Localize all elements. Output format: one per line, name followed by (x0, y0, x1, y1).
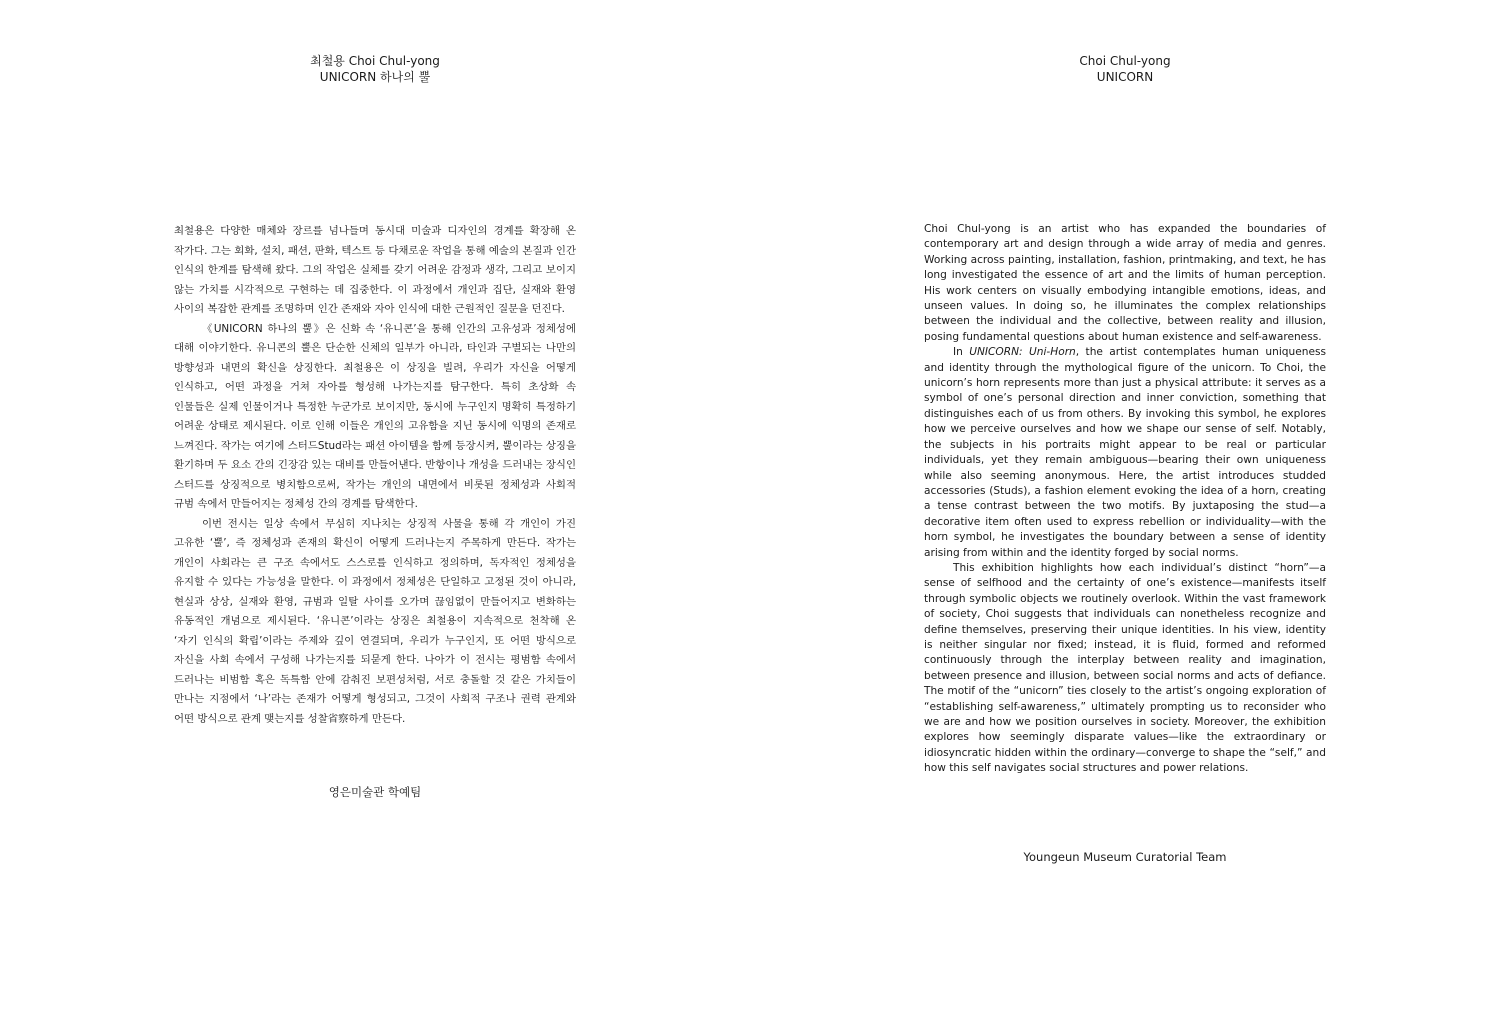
korean-essay-body (174, 222, 576, 729)
exhibition-title-korean: UNICORN 하나의 뿔 (319, 70, 431, 84)
artist-name-korean: 최철용 Choi Chul-yong (310, 54, 440, 68)
left-page-header (0, 53, 750, 85)
korean-paragraph-2: 《UNICORN 하나의 뿔》은 신화 속 ‘유니콘’을 통해 인간의 고유성과 정체성에 대해 이야기한다. 유니콘의 뿔은 단순한 신체의 일부가 아니라, 타인과 구별되는 나만의 방향성과 내면의 확신을 상징한다. 최철용은 이 상징을 빌려, 우리가 자신을 어떻게 인식하고, 어떤 과정을 거쳐 자아를 형성해 나가는지를 탐구한다. 특히 초상화 속 인물들은 실제 인물이거나 특정한 누군가로 보이지만, 동시에 누구인지 명확히 특정하기 어려운 상태로 제시된다. 이로 인해 이들은 개인의 고유함을 지닌 동시에 익명의 존재로 느껴진다. 작가는 여기에 스터드Stud라는 패션 아이템을 함께 등장시켜, 뿔이라는 상징을 환기하며 두 요소 간의 긴장감 있는 대비를 만들어낸다. 반항이나 개성을 드러내는 장식인 스터드를 상징적으로 병치함으로써, 작가는 개인의 내면에서 비롯된 정체성과 사회적 규범 속에서 만들어지는 정체성 간의 경계를 탐색한다. (174, 322, 576, 510)
right-page-english (750, 0, 1500, 1024)
exhibition-title-english: UNICORN (1096, 70, 1154, 84)
english-exhibition-title-italic: UNICORN: Uni-Horn (969, 346, 1076, 359)
english-signature: Youngeun Museum Curatorial Team (1023, 850, 1227, 864)
english-paragraph-2-rest: , the artist contemplates human uniqueness and identity through the mythological figure of the unicorn. To Choi, the unicorn’s horn represents more than just a physical attribute: it serves as a symbol of one’s personal direction and inner conviction, something that distinguishes each of us from others. By invoking this symbol, he explores how we perceive ourselves and how we shape our sense of self. Notably, the subjects in his portraits might appear to be real or particular individuals, yet they remain ambiguous—bearing their own uniqueness while also seeming anonymous. Here, the artist introduces studded accessories (Studs), a fashion element evoking the idea of a horn, creating a tense contrast between the two motifs. By juxtaposing the stud—a decorative item often used to express rebellion or individuality—with the horn symbol, he investigates the boundary between a sense of identity arising from within and the identity forged by social norms. (924, 346, 1327, 559)
english-paragraph-3: This exhibition highlights how each individual’s distinct “horn”—a sense of selfhood and the certainty of one’s existence—manifests itself through symbolic objects we routinely overlook. Within the vast framework of society, Choi suggests that individuals can nonetheless recognize and define themselves, preserving their unique identities. In his view, identity is neither singular nor fixed; instead, it is fluid, formed and reformed continuously through the interplay between reality and imagination, between presence and illusion, between social norms and acts of defiance. The motif of the “unicorn” ties closely to the artist’s ongoing exploration of “establishing self-awareness,” ultimately prompting us to reconsider who we are and how we position ourselves in society. Moreover, the exhibition explores how seemingly disparate values—like the extraordinary or idiosyncratic hidden within the ordinary—converge to shape the “self,” and how this self navigates social structures and power relations. (924, 561, 1326, 775)
english-essay-body (924, 222, 1326, 777)
right-page-header (750, 53, 1500, 85)
korean-signature: 영은미술관 학예팀 (328, 785, 422, 799)
english-paragraph-1: Choi Chul-yong is an artist who has expanded the boundaries of contemporary art and design through a wide array of media and genres. Working across painting, installation, fashion, printmaking, and text, he has long investigated the essence of art and the limits of human perception. His work centers on visually embodying intangible emotions, ideas, and unseen values. In doing so, he illuminates the complex relationships between the individual and the collective, between reality and illusion, posing fundamental questions about human existence and self-awareness. (924, 223, 1326, 343)
korean-paragraph-3: 이번 전시는 일상 속에서 무심히 지나치는 상징적 사물을 통해 각 개인이 가진 고유한 ‘뿔’, 즉 정체성과 존재의 확신이 어떻게 드러나는지 주목하게 만든다. 작가는 개인이 사회라는 큰 구조 속에서도 스스로를 인식하고 정의하며, 독자적인 정체성을 유지할 수 있다는 가능성을 말한다. 이 과정에서 정체성은 단일하고 고정된 것이 아니라, 현실과 상상, 실재와 환영, 규범과 일탈 사이를 오가며 끊임없이 만들어지고 변화하는 유동적인 개념으로 제시된다. ‘유니콘’이라는 상징은 최철용이 지속적으로 천착해 온 ‘자기 인식의 확립’이라는 주제와 깊이 연결되며, 우리가 누구인지, 또 어떤 방식으로 자신을 사회 속에서 구성해 나가는지를 되묻게 한다. 나아가 이 전시는 평범함 속에서 드러나는 비범함 혹은 독특함 안에 감춰진 보편성처럼, 서로 충돌할 것 같은 가치들이 만나는 지점에서 ‘나’라는 존재가 어떻게 형성되고, 그것이 사회적 구조나 권력 관계와 어떤 방식으로 관계 맺는지를 성찰省察하게 만든다. (174, 517, 576, 725)
artist-name-english: Choi Chul-yong (1079, 54, 1171, 68)
korean-paragraph-1: 최철용은 다양한 매체와 장르를 넘나들며 동시대 미술과 디자인의 경계를 확장해 온 작가다. 그는 회화, 설치, 패션, 판화, 텍스트 등 다채로운 작업을 통해 예술의 본질과 인간 인식의 한계를 탐색해 왔다. 그의 작업은 실체를 갖기 어려운 감정과 생각, 그리고 보이지 않는 가치를 시각적으로 구현하는 데 집중한다. 이 과정에서 개인과 집단, 실재와 환영 사이의 복잡한 관계를 조명하며 인간 존재와 자아 인식에 대한 근원적인 질문을 던진다. (174, 225, 576, 315)
english-paragraph-2 (924, 345, 1326, 561)
english-paragraph-2-prefix: In (953, 346, 970, 359)
